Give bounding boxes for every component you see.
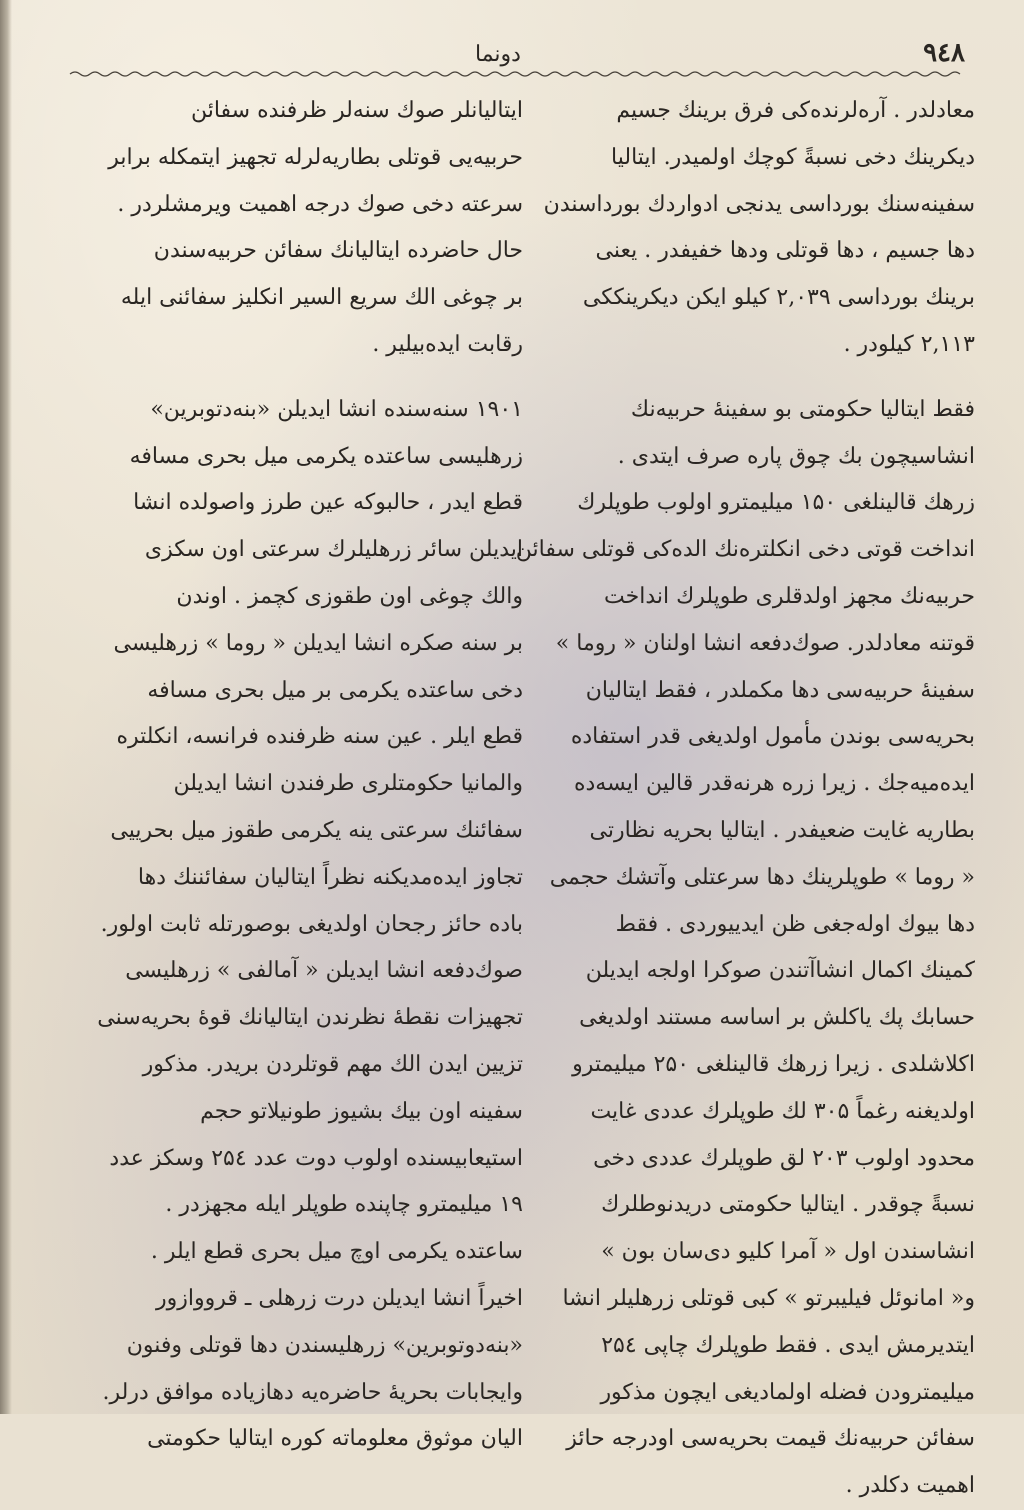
text-line: دها جسیم ، دها قوتلی ودها خفیفدر . یعنی	[595, 238, 975, 264]
running-title: دونما	[475, 42, 521, 67]
text-line: کمینك اکمال انشاآتندن صوکرا اولجه ایدیلن	[585, 958, 975, 984]
text-line: حال حاضرده ایتالیانك سفائن حربیه‌سندن	[153, 238, 523, 264]
text-line: قطع ایلر . عین سنه ظرفنده فرانسه، انکلتره	[116, 724, 523, 750]
text-line: دیکرینك دخی نسبةً کوچك اولمیدر. ایتالیا	[611, 144, 975, 170]
text-line: اولدیغنه رغماً ۳۰۵ لك طوپلرك عددی غایت	[590, 1098, 975, 1124]
text-line: سفینهٔ حربیه‌سی دها مکملدر ، فقط ایتالیان	[585, 677, 975, 703]
text-line: دخی ساعتده یکرمی بر میل بحری مسافه	[147, 677, 523, 703]
text-line: بطاریه غایت ضعیفدر . ایتالیا بحریه نظارتی	[589, 817, 975, 843]
text-line: انشاسندن اول « آمرا کلیو دی‌سان بون »	[601, 1239, 975, 1265]
right-text-column	[515, 88, 975, 1510]
text-line: سفینه‌سنك بورداسی یدنجی ادواردك بورداسندن	[543, 191, 975, 217]
text-line: بر سنه صکره انشا ایدیلن « روما » زرهلیسی	[113, 630, 523, 656]
text-line: قطع ایدر ، حالبوکه عین طرز واصولده انشا	[133, 490, 523, 516]
text-line: سرعته دخی صوك درجه اهمیت ویرمشلردر .	[117, 191, 523, 217]
text-line: معادلدر . آره‌لرنده‌کی فرق برینك جسیم	[616, 98, 975, 123]
text-line: سفینه اون بیك بشیوز طونیلاتو حجم	[200, 1098, 523, 1124]
text-line: نسبةً چوقدر . ایتالیا حکومتی دریدنوطلرك	[601, 1192, 975, 1218]
text-line: محدود اولوب ۲۰۳ لق طوپلرك عددی دخی	[593, 1145, 975, 1171]
text-line: زرهك قالینلغی ۱۵۰ میلیمترو اولوب طوپلرك	[577, 490, 975, 516]
text-line: بحریه‌سی بوندن مأمول اولدیغی قدر استفاده	[570, 724, 975, 750]
text-line: «بنه‌دوتوبرین» زرهلیسندن دها قوتلی وفنون	[126, 1332, 523, 1358]
text-line: ساعتده یکرمی اوچ میل بحری قطع ایلر .	[150, 1239, 523, 1265]
text-line: رقابت ایده‌بیلیر .	[372, 331, 523, 357]
text-line: صوك‌دفعه انشا ایدیلن « آمالفی » زرهلیسی	[125, 958, 523, 984]
text-line: حسابك پك یاکلش بر اساسه مستند اولدیغی	[579, 1005, 975, 1031]
text-line: ایتدیرمش ایدی . فقط طوپلرك چاپی ۲۵٤	[601, 1332, 975, 1358]
text-line: قوتنه معادلدر. صوك‌دفعه انشا اولنان « روما »	[555, 630, 975, 656]
text-line: ۱۹ میلیمترو چاپنده طوپلر ایله مجهزدر .	[165, 1192, 523, 1218]
right-paragraph-2	[515, 387, 975, 1510]
text-line: حربیه‌نك مجهز اولدقلری طوپلرك انداخت	[604, 583, 975, 609]
text-line: تجاوز ایده‌مدیکنه نظراً ایتالیان سفائننك دها	[137, 864, 523, 890]
text-line: و« امانوئل فیلیبرتو » کبی قوتلی زرهلیلر انشا	[562, 1285, 975, 1311]
page-edge-shadow	[0, 0, 12, 1414]
text-line: سفائنك سرعتی ینه یکرمی طقوز میل بحرییی	[110, 817, 523, 843]
text-line: ایتالیانلر صوك سنه‌لر ظرفنده سفائن	[190, 98, 523, 123]
text-line: ایدیلن سائر زرهلیلرك سرعتی اون سکزی	[144, 537, 523, 563]
text-line: تجهیزات نقطهٔ نظرندن ایتالیانك قوهٔ بحریه‌سنی	[97, 1005, 523, 1031]
text-line: میلیمترودن فضله اولمادیغی ایچون مذکور	[600, 1379, 975, 1405]
text-line: بر چوغی الك سریع السیر انکلیز سفائنی ایله	[120, 285, 523, 311]
text-line: دها بیوك اوله‌جغی ظن ایدییوردی . فقط	[615, 911, 975, 937]
text-line: حربیه‌یی قوتلی بطاریه‌لرله تجهیز ایتمکله برابر	[108, 144, 523, 170]
text-line: سفائن حربیه‌نك قیمت بحریه‌سی اودرجه حائز	[566, 1426, 975, 1452]
left-text-column	[83, 88, 523, 1463]
text-line: زرهلیسی ساعتده یکرمی میل بحری مسافه	[129, 443, 523, 469]
text-line: باده حائز رجحان اولدیغی بوصورتله ثابت اولور.	[100, 911, 523, 937]
header-wavy-rule	[70, 70, 965, 78]
page-number: ٩٤٨	[923, 38, 965, 68]
text-line: والك چوغی اون طقوزی کچمز . اوندن	[176, 583, 523, 609]
text-line: انداخت قوتی دخی انکلتره‌نك الده‌کی قوتلی سفائن	[515, 537, 975, 563]
text-line: ۱۹۰۱ سنه‌سنده انشا ایدیلن «بنه‌دتوبرین»	[150, 396, 523, 422]
right-paragraph-1	[525, 88, 975, 369]
text-line: تزیین ایدن الك مهم قوتلردن بریدر. مذکور	[142, 1051, 523, 1077]
text-line: والمانیا حکومتلری طرفندن انشا ایدیلن	[173, 771, 523, 797]
left-paragraph-2	[83, 387, 523, 949]
text-line: فقط ایتالیا حکومتی بو سفینهٔ حربیه‌نك	[630, 396, 975, 422]
text-line: انشاسیچون بك چوق پاره صرف ایتدی .	[617, 443, 975, 469]
text-line: اکلاشلدی . زیرا زرهك قالینلغی ۲۵۰ میلیمترو	[572, 1051, 975, 1077]
text-line: الیان موثوق معلوماته کوره ایتالیا حکومتی	[147, 1426, 523, 1452]
text-line: « روما » طوپلرینك دها سرعتلی وآتشك حجمی	[549, 864, 975, 890]
text-line: اهمیت دکلدر .	[845, 1473, 975, 1499]
text-line: وایجابات بحریهٔ حاضره‌یه دهازیاده موافق درلر.	[102, 1379, 523, 1405]
text-line: ایده‌میه‌جك . زیرا زره هرنه‌قدر قالین ایسه‌ده	[573, 771, 975, 797]
left-paragraph-1	[83, 88, 523, 369]
text-line: استیعابیسنده اولوب دوت عدد ۲۵٤ وسکز عدد	[109, 1145, 523, 1171]
text-line: برینك بورداسی ۲,۰۳۹ کیلو ایکن دیکرینککی	[582, 285, 975, 311]
left-paragraph-3	[83, 948, 523, 1463]
text-line: اخیراً انشا ایدیلن درت زرهلی ـ قرووازور	[156, 1285, 523, 1311]
text-line: ۲,۱۱۳ کیلودر .	[843, 331, 975, 357]
